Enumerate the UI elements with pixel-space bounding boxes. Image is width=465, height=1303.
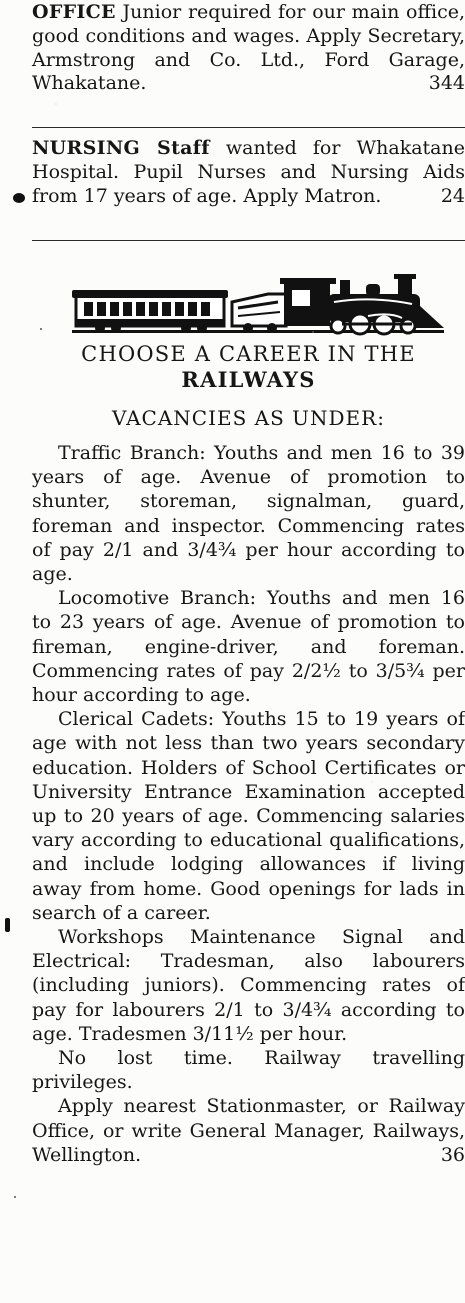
headline-line-1: CHOOSE A CAREER IN THE	[81, 342, 416, 366]
traffic-branch-paragraph: Traffic Branch: Youths and men 16 to 39 years of age. Avenue of promotion to shunter, storeman, signalman, guard, foreman and inspector. Commencing rates of pay 2/1 and 3/4¾ per hour according to age.	[32, 442, 465, 586]
railways-ad-body	[32, 441, 465, 1167]
office-ad-keyword: OFFICE	[32, 1, 116, 23]
locomotive-branch-paragraph: Locomotive Branch: Youths and men 16 to 23 years of age. Avenue of promotion to fireman, engine-driver, and foreman. Commencing rates of pay 2/2½ to 3/5¾ per hour according to age.	[32, 587, 465, 707]
ink-blot	[13, 193, 25, 203]
privileges-paragraph: No lost time. Railway travelling privileges.	[32, 1047, 465, 1094]
nursing-ad-number: 24	[440, 184, 465, 207]
office-ad-number: 344	[428, 72, 465, 95]
office-job-ad	[32, 1, 465, 96]
nursing-ad-text: wanted for Whakatane Hospital. Pupil Nurses and Nursing Aids from 17 years of age. Apply Matron.	[32, 137, 465, 207]
ink-speck	[14, 1196, 16, 1198]
vacancies-subhead: VACANCIES AS UNDER:	[112, 406, 385, 430]
nursing-staff-ad	[32, 137, 465, 208]
headline-line-2: RAILWAYS	[181, 367, 316, 392]
ad-divider	[32, 127, 465, 128]
ink-speck	[40, 328, 42, 330]
clerical-cadets-paragraph: Clerical Cadets: Youths 15 to 19 years of age with not less than two years secondary education. Holders of School Certificates or University Entrance Examination accepted up to 20 years of age. Commencing salaries vary according to educational qualifications, and include lodging allowances if living away from home. Good openings for lads in search of a career.	[32, 708, 465, 924]
office-ad-text: Junior required for our main office, good conditions and wages. Apply Secretary, Armstrong and Co. Ltd., Ford Garage, Whakatane.	[32, 1, 465, 95]
nursing-ad-keyword: NURSING Staff	[32, 137, 210, 159]
ad-divider	[32, 240, 465, 241]
ink-blot	[5, 918, 10, 932]
train-illustration	[72, 272, 444, 336]
ink-speck	[312, 331, 314, 333]
railways-ad-number: 36	[440, 1143, 465, 1166]
workshops-paragraph: Workshops Maintenance Signal and Electrical: Tradesman, also labourers (including juniors). Commencing rates of pay for labourers 2/1 to 3/4¾ according to age. Tradesmen 3/11½ per hour.	[32, 926, 465, 1045]
railways-headline	[32, 342, 465, 392]
apply-paragraph	[32, 1094, 465, 1167]
apply-text: Apply nearest Stationmaster, or Railway Office, or write General Manager, Railways, Wellington.	[32, 1095, 465, 1166]
